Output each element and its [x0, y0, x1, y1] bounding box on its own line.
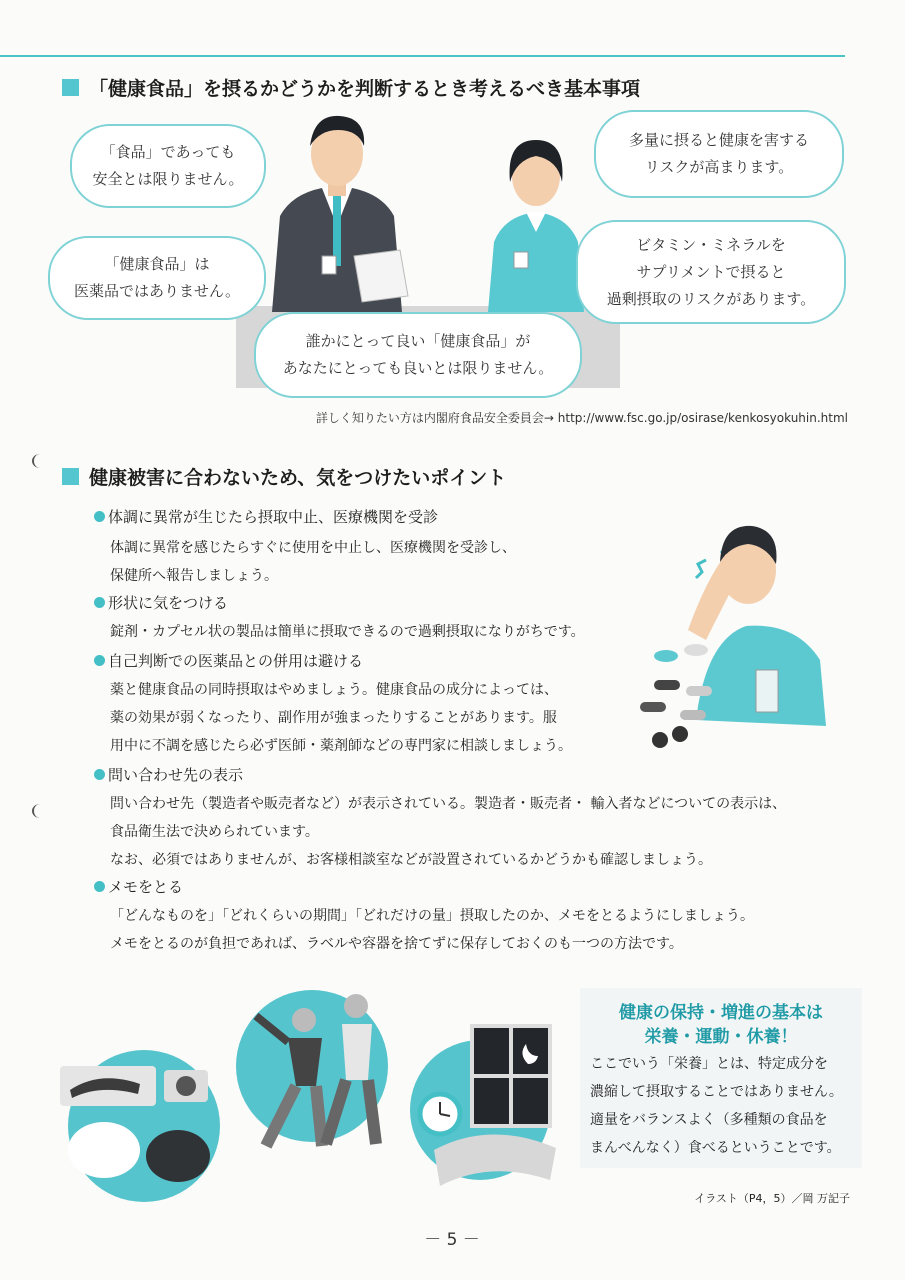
exercise-illustration [226, 976, 396, 1152]
section-marker-icon [62, 468, 79, 485]
health-basics-body: ここでいう「栄養」とは、特定成分を 濃縮して摂取することではありません。 適量をバランスよく（多種類の食品を まんべんなく）食べるということです。 [590, 1056, 843, 1156]
section-marker-icon [62, 79, 79, 96]
bubble-overdose-risk: 多量に摂ると健康を害する リスクが高まります。 [594, 110, 844, 198]
point-body: 薬と健康食品の同時摂取はやめましょう。健康食品の成分によっては、 薬の効果が弱くなったり、副作用が強まったりすることがあります。服 用中に不調を感じたら必ず医師・薬剤師などの専門家に相談しましょう。 [110, 682, 572, 754]
rest-illustration [410, 1020, 570, 1190]
top-divider [0, 55, 845, 57]
point-heading: メモをとる [94, 876, 183, 897]
point-heading: 体調に異常が生じたら摂取中止、医療機関を受診 [94, 506, 438, 527]
reference-url-note[interactable]: 詳しく知りたい方は内閣府食品安全委員会→ http://www.fsc.go.jp/osirase/kenkosyokuhin.html [315, 411, 848, 425]
point-body: 「どんなものを」「どれくらいの期間」「どれだけの量」摂取したのか、メモをとるようにしましょう。 メモをとるのが負担であれば、ラベルや容器を捨てずに保存しておくのも一つの方法です。 [110, 908, 754, 952]
bullet-icon [94, 881, 105, 892]
section1-title: 「健康食品」を摂るかどうかを判断するとき考えるべき基本事項 [62, 74, 640, 101]
point-body: 錠剤・カプセル状の製品は簡単に摂取できるので過剰摂取になりがちです。 [110, 624, 585, 640]
bullet-icon [94, 511, 105, 522]
bubble-not-medicine: 「健康食品」は 医薬品ではありません。 [48, 236, 266, 320]
meal-illustration [60, 1060, 220, 1190]
illustration-credit: イラスト（P4，5）／岡 万記子 [694, 1192, 850, 1205]
bullet-icon [94, 597, 105, 608]
page-number: － 5 － [424, 1230, 480, 1250]
point-heading: 問い合わせ先の表示 [94, 764, 243, 785]
bubble-supplement-risk: ビタミン・ミネラルを サプリメントで摂ると 過剰摂取のリスクがあります。 [576, 220, 846, 324]
woman-illustration [484, 132, 590, 312]
man-illustration [262, 106, 412, 312]
point-body: 問い合わせ先（製造者や販売者など）が表示されている。製造者・販売者・ 輸入者などについての表示は、 食品衛生法で決められています。 なお、必須ではありませんが、お客様相談室などが設置されているかどうかも確認しましょう。 [110, 796, 787, 868]
bubble-not-for-everyone: 誰かにとって良い「健康食品」が あなたにとっても良いとは限りません。 [254, 312, 582, 398]
section2-title: 健康被害に合わないため、気をつけたいポイント [62, 463, 506, 490]
sick-man-illustration [636, 490, 836, 750]
binder-hole [32, 804, 48, 818]
binder-hole [32, 454, 48, 468]
bullet-icon [94, 769, 105, 780]
point-heading: 形状に気をつける [94, 592, 228, 613]
point-body: 体調に異常を感じたらすぐに使用を中止し、医療機関を受診し、 保健所へ報告しましょう。 [110, 540, 516, 584]
point-heading: 自己判断での医薬品との併用は避ける [94, 650, 363, 671]
bubble-food-not-safe: 「食品」であっても 安全とは限りません。 [70, 124, 266, 208]
health-basics-subheading: 栄養・運動・休養！ [644, 1027, 798, 1047]
bullet-icon [94, 655, 105, 666]
health-basics-heading: 健康の保持・増進の基本は [619, 1003, 823, 1023]
